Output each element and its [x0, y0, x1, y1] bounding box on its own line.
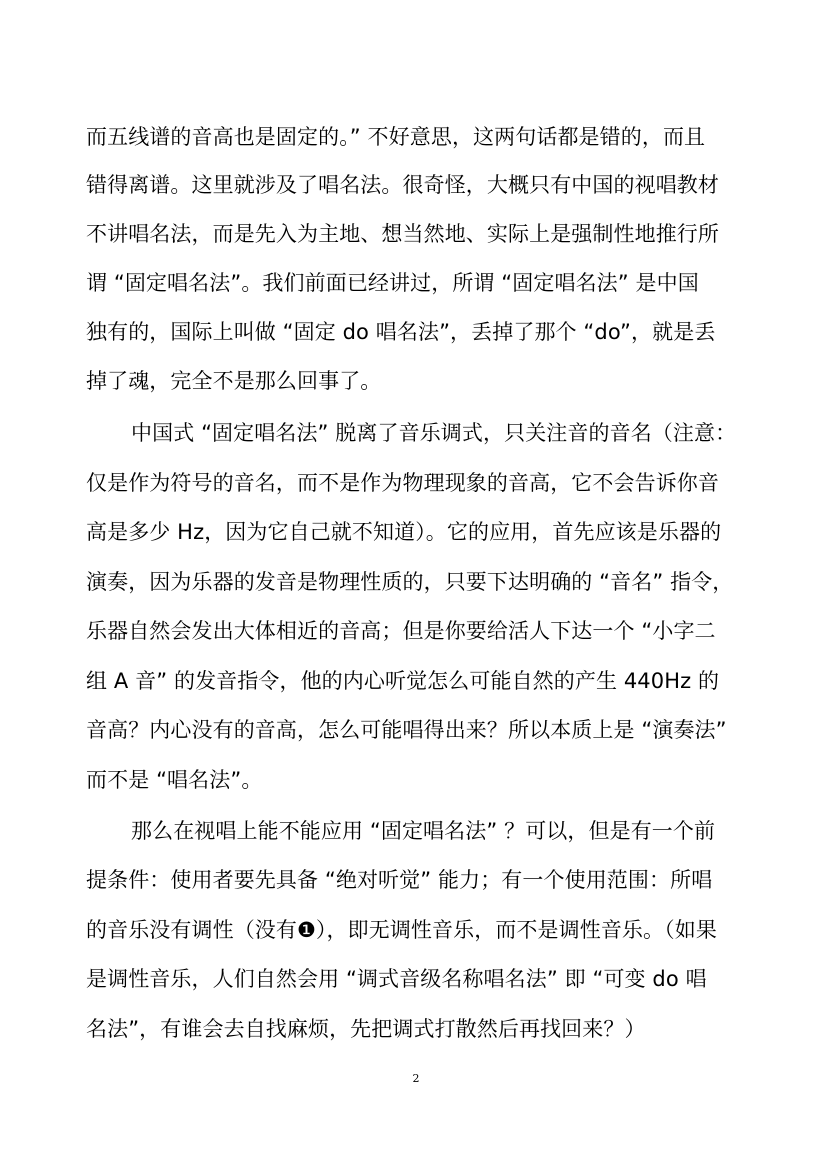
text-line-15: 那么在视唱上能不能应用 “固定唱名法” ？可以，但是有一个前: [131, 819, 716, 843]
text-line-9: 高是多少 Hz，因为它自己就不知道）。它的应用，首先应该是乐器的: [86, 520, 722, 544]
text-line-16: 提条件：使用者要先具备 “绝对听觉” 能力；有一个使用范围：所唱: [86, 868, 713, 892]
text-line-17: 的音乐没有调性（没有❶），即无调性音乐，而不是调性音乐。（如果: [86, 918, 717, 942]
text-line-8: 仅是作为符号的音名，而不是作为物理现象的音高，它不会告诉你音: [86, 471, 719, 495]
text-line-3: 不讲唱名法，而是先入为主地、想当然地、实际上是强制性地推行所: [86, 222, 719, 246]
text-line-11: 乐器自然会发出大体相近的音高；但是你要给活人下达一个 “小字二: [86, 619, 716, 643]
text-line-5: 独有的，国际上叫做 “固定 do 唱名法”，丢掉了那个 “do”，就是丢: [86, 320, 716, 344]
text-line-13: 音高？内心没有的音高，怎么可能唱得出来？所以本质上是 “演奏法”: [86, 718, 727, 742]
text-line-18: 是调性音乐，人们自然会用 “调式音级名称唱名法” 即 “可变 do 唱: [86, 967, 707, 991]
text-line-12: 组 A 音” 的发音指令，他的内心听觉怎么可能自然的产生 440Hz 的: [86, 669, 720, 693]
page-number: 2: [412, 1072, 420, 1085]
text-line-14: 而不是 “唱名法”。: [86, 768, 263, 792]
text-line-1: 而五线谱的音高也是固定的。” 不好意思，这两句话都是错的，而且: [86, 125, 706, 149]
text-line-6: 掉了魂，完全不是那么回事了。: [86, 369, 382, 393]
text-line-4: 谓 “固定唱名法”。我们前面已经讲过，所谓 “固定唱名法” 是中国: [86, 271, 699, 295]
text-line-10: 演奏，因为乐器的发音是物理性质的，只要下达明确的 “音名” 指令，: [86, 570, 734, 594]
text-line-19: 名法”，有谁会去自找麻烦，先把调式打散然后再找回来？）: [86, 1017, 646, 1041]
text-line-7: 中国式 “固定唱名法” 脱离了音乐调式，只关注音的音名（注意：: [131, 421, 737, 445]
text-line-2: 错得离谱。这里就涉及了唱名法。很奇怪，大概只有中国的视唱教材: [86, 173, 719, 197]
